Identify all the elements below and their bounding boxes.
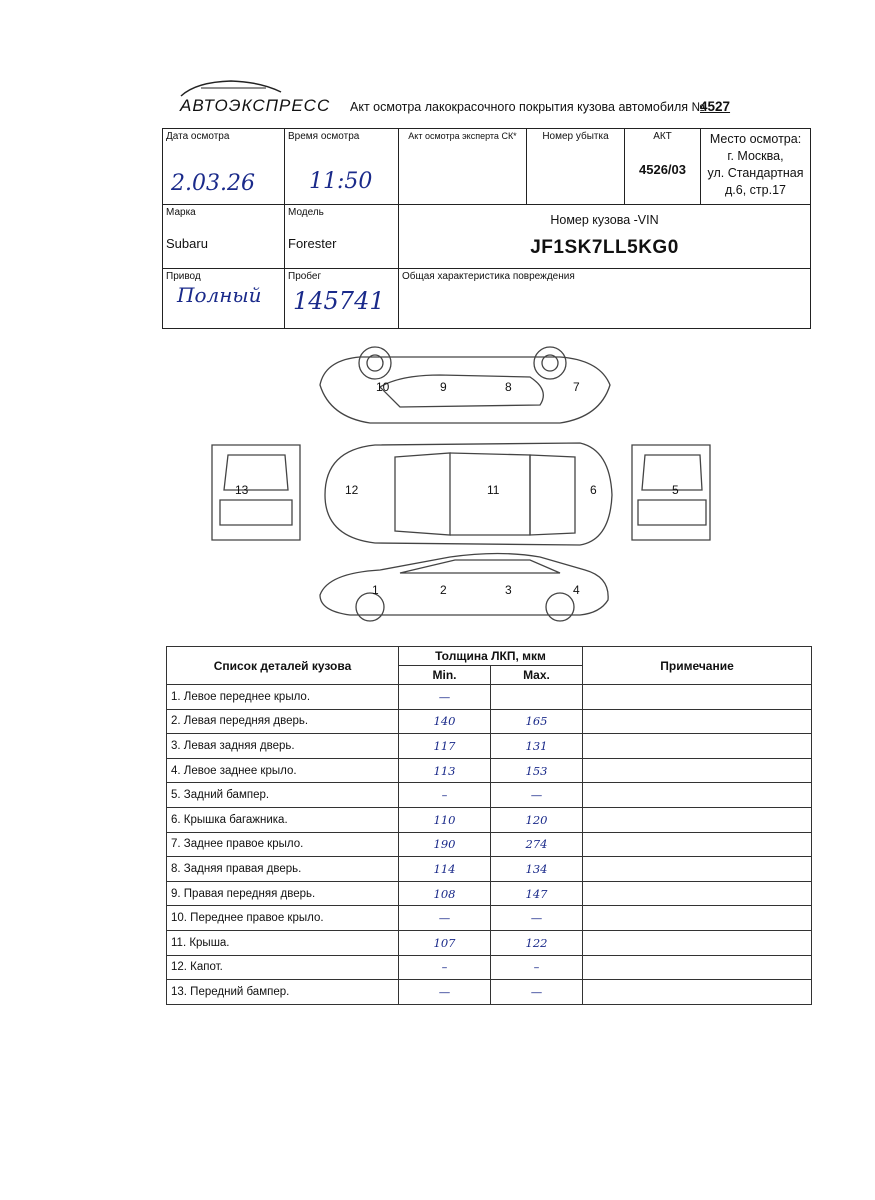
col-thickness: Толщина ЛКП, мкм (399, 647, 583, 666)
diagram-number: 12 (345, 483, 359, 497)
table-row (167, 906, 812, 931)
mileage-cell (285, 269, 399, 329)
logo: АВТОЭКСПРЕСС (180, 96, 331, 115)
time-value: 11:50 (309, 169, 373, 194)
model-value: Forester (288, 236, 337, 251)
max-value (491, 685, 583, 710)
document-title: Акт осмотра лакокрасочного покрытия кузова автомобиля № (350, 100, 705, 114)
max-value: 120 (491, 807, 583, 832)
table-row (167, 783, 812, 808)
car-front-view (212, 445, 300, 540)
max-value: — (491, 783, 583, 808)
expert-cell (399, 129, 527, 205)
table-row (167, 685, 812, 710)
min-value: 190 (399, 832, 491, 857)
max-value: 153 (491, 758, 583, 783)
table-row (167, 734, 812, 759)
place-cell (701, 129, 811, 205)
date-value: 2.03.26 (171, 171, 255, 196)
diagram-number: 9 (440, 380, 447, 394)
note-value (583, 709, 812, 734)
part-name: 6. Крышка багажника. (167, 807, 399, 832)
place-line: ул. Стандартная (707, 166, 804, 180)
diagram-number: 4 (573, 583, 580, 597)
col-note: Примечание (583, 647, 812, 685)
car-top-view (325, 443, 612, 545)
min-value: 107 (399, 930, 491, 955)
diagram-number: 6 (590, 483, 597, 497)
act-cell (625, 129, 701, 205)
drive-label: Привод (166, 271, 201, 282)
part-name: 3. Левая задняя дверь. (167, 734, 399, 759)
part-name: 8. Задняя правая дверь. (167, 857, 399, 882)
table-row (167, 930, 812, 955)
max-value: — (491, 906, 583, 931)
mileage-value: 145741 (293, 287, 385, 315)
time-cell (285, 129, 399, 205)
note-value (583, 980, 812, 1005)
parts-table (166, 646, 812, 1005)
loss-cell (527, 129, 625, 205)
drive-cell (163, 269, 285, 329)
brand-label: Марка (166, 207, 196, 218)
part-name: 11. Крыша. (167, 930, 399, 955)
min-value: – (399, 955, 491, 980)
document-number: 4527 (700, 99, 731, 114)
note-value (583, 955, 812, 980)
diagram-number: 5 (672, 483, 679, 497)
note-value (583, 685, 812, 710)
min-value: 114 (399, 857, 491, 882)
note-value (583, 857, 812, 882)
diagram-number: 8 (505, 380, 512, 394)
brand-value: Subaru (166, 236, 208, 251)
date-label: Дата осмотра (166, 131, 230, 142)
place-label: Место осмотра: (709, 132, 802, 146)
part-name: 13. Передний бампер. (167, 980, 399, 1005)
diagram-number: 1 (372, 583, 379, 597)
car-left-view (320, 554, 608, 622)
drive-value: Полный (177, 283, 262, 307)
table-row (167, 832, 812, 857)
col-min: Min. (399, 666, 491, 685)
place-line: д.6, стр.17 (725, 183, 786, 197)
model-label: Модель (288, 207, 324, 218)
diagram-number: 3 (505, 583, 512, 597)
part-name: 2. Левая передняя дверь. (167, 709, 399, 734)
act-label: АКТ (653, 131, 672, 142)
min-value: — (399, 906, 491, 931)
part-name: 12. Капот. (167, 955, 399, 980)
diagram-number: 13 (235, 483, 249, 497)
col-parts: Список деталей кузова (167, 647, 399, 685)
car-rear-view (632, 445, 710, 540)
note-value (583, 881, 812, 906)
max-value: 147 (491, 881, 583, 906)
table-row (167, 980, 812, 1005)
diagram-number: 2 (440, 583, 447, 597)
damage-cell (399, 269, 811, 329)
note-value (583, 807, 812, 832)
model-cell (285, 205, 399, 269)
vin-cell (399, 205, 811, 269)
part-name: 7. Заднее правое крыло. (167, 832, 399, 857)
diagram-number: 7 (573, 380, 580, 394)
min-value: — (399, 980, 491, 1005)
act-value: 4526/03 (639, 162, 686, 177)
date-cell (163, 129, 285, 205)
note-value (583, 930, 812, 955)
note-value (583, 734, 812, 759)
max-value: — (491, 980, 583, 1005)
part-name: 9. Правая передняя дверь. (167, 881, 399, 906)
table-row (167, 807, 812, 832)
damage-label: Общая характеристика повреждения (402, 271, 575, 282)
place-line: г. Москва, (727, 149, 784, 163)
loss-label: Номер убытка (542, 131, 609, 142)
max-value: 131 (491, 734, 583, 759)
car-right-view (320, 347, 610, 423)
inspection-form (162, 128, 811, 329)
min-value: – (399, 783, 491, 808)
max-value: 134 (491, 857, 583, 882)
col-max: Max. (491, 666, 583, 685)
part-name: 4. Левое заднее крыло. (167, 758, 399, 783)
note-value (583, 906, 812, 931)
diagram-number: 11 (487, 483, 500, 497)
max-value: 122 (491, 930, 583, 955)
table-row (167, 955, 812, 980)
mileage-label: Пробег (288, 271, 322, 282)
min-value: 117 (399, 734, 491, 759)
min-value: 110 (399, 807, 491, 832)
vin-label: Номер кузова -VIN (550, 213, 659, 227)
max-value: 274 (491, 832, 583, 857)
vin-value: JF1SK7LL5KG0 (530, 237, 679, 258)
max-value: – (491, 955, 583, 980)
part-name: 1. Левое переднее крыло. (167, 685, 399, 710)
table-row (167, 709, 812, 734)
brand-cell (163, 205, 285, 269)
note-value (583, 832, 812, 857)
min-value: 113 (399, 758, 491, 783)
time-label: Время осмотра (288, 131, 360, 142)
table-row (167, 881, 812, 906)
min-value: 140 (399, 709, 491, 734)
table-row (167, 857, 812, 882)
diagram-number: 10 (376, 380, 390, 394)
part-name: 5. Задний бампер. (167, 783, 399, 808)
table-row (167, 758, 812, 783)
car-diagram (200, 345, 730, 635)
min-value: 108 (399, 881, 491, 906)
min-value: — (399, 685, 491, 710)
expert-label: Акт осмотра эксперта СК* (408, 131, 517, 141)
max-value: 165 (491, 709, 583, 734)
note-value (583, 783, 812, 808)
note-value (583, 758, 812, 783)
part-name: 10. Переднее правое крыло. (167, 906, 399, 931)
